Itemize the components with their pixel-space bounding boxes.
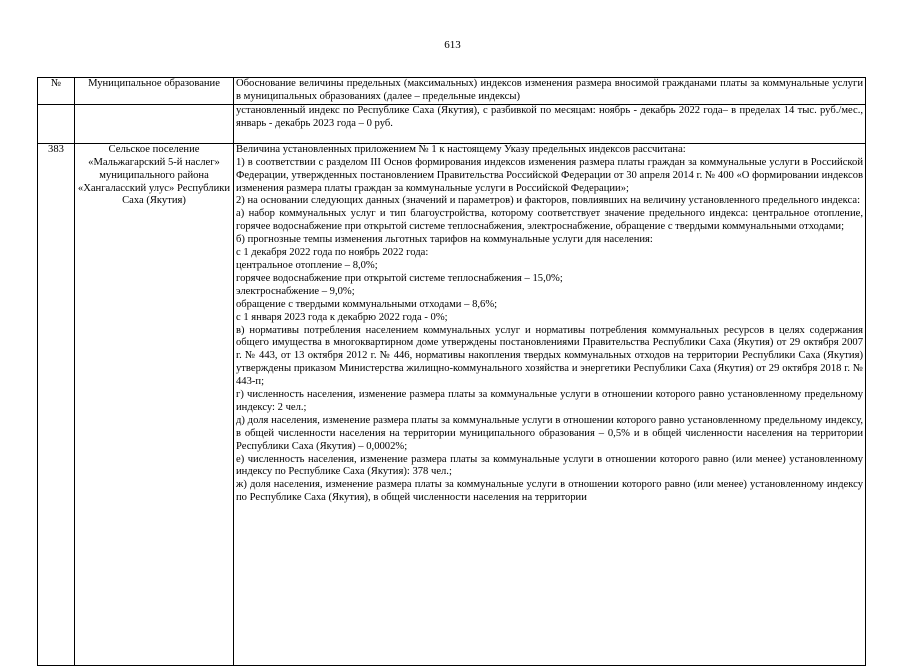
row-justification	[234, 143, 866, 665]
header-number: №	[38, 78, 75, 105]
justification-body	[236, 144, 863, 665]
paragraph: е) численность населения, изменение размера платы за коммунальные услуги в отношении которого равно (или менее) установленному индексу по Республике Саха (Якутия): 378 чел.;	[236, 453, 863, 478]
paragraph: 1) в соответствии с разделом III Основ формирования индексов изменения размера платы граждан за коммунальные услуги в Российской Федерации, утвержденных постановлением Правительства Российской Федерации от 30 апреля 2014 г. № 400 «О формировании индексов изменения размера платы граждан за коммунальные услуги в Российской Федерации»;	[236, 156, 863, 194]
paragraph: в) нормативы потребления населением коммунальных услуг и нормативы потребления коммунальных ресурсов в целях содержания общего имущества в многоквартирном доме утверждены постановлениями Правительства Республики Саха (Якутия) от 29 октября 2007 г. № 443, от 13 октября 2012 г. № 446, нормативы накопления твердых коммунальных отходов на территории Республики Саха (Якутия) утверждены приказом Министерства жилищно-коммунального хозяйства и энергетики Республики Саха (Якутия) от 29 октября 2018 г. № 443-п;	[236, 324, 863, 388]
paragraph: обращение с твердыми коммунальными отходами – 8,6%;	[236, 298, 498, 310]
paragraph: б) прогнозные темпы изменения льготных тарифов на коммунальные услуги для населения:	[236, 234, 653, 246]
paragraph: г) численность населения, изменение размера платы за коммунальные услуги в отношении которого равно установленному предельному индексу: 2 чел.;	[236, 389, 863, 413]
paragraph: 2) на основании следующих данных (значений и параметров) и факторов, повлиявших на величину установленного предельного индекса:	[236, 195, 861, 207]
paragraph: ж) доля населения, изменение размера платы за коммунальные услуги в отношении которого равно (или менее) установленному индексу по Республике Саха (Якутия), в общей численности населения на территории	[236, 479, 863, 504]
header-justification: Обоснование величины предельных (максимальных) индексов изменения размера вносимой гражданами платы за коммунальные услуги в муниципальных образованиях (далее – предельные индексы)	[234, 78, 866, 105]
paragraph: д) доля населения, изменение размера платы за коммунальные услуги в отношении которого равно установленному предельному индексу, в общей численности населения на территории муниципального образования – 0,5% и в общей численности населения на территории Республики Саха (Якутия) – 0,0002%;	[236, 414, 863, 452]
paragraph: центральное отопление – 8,0%;	[236, 259, 378, 271]
table-header-row	[38, 78, 866, 105]
continuation-text: установленный индекс по Республике Саха (Якутия), с разбивкой по месяцам: ноябрь - декабрь 2022 года– в пределах 14 тыс. руб./мес., январь - декабрь 2023 года – 0 руб.	[234, 104, 866, 143]
row-number: 383	[38, 143, 75, 665]
table-row-continuation	[38, 104, 866, 143]
cell-empty-number	[38, 104, 75, 143]
header-municipality: Муниципальное образование	[75, 78, 234, 105]
table-row-383	[38, 143, 866, 665]
paragraph: а) набор коммунальных услуг и тип благоустройства, которому соответствует значение предельного индекса: центральное отопление, горячее водоснабжение при открытой системе теплоснабжения, электроснабжение, обращение с твердыми коммунальными отходами;	[236, 208, 863, 233]
page-number: 613	[444, 39, 461, 51]
paragraph: горячее водоснабжение при открытой системе теплоснабжения – 15,0%;	[236, 272, 563, 284]
paragraph: электроснабжение – 9,0%;	[236, 285, 355, 297]
cell-empty-municipality	[75, 104, 234, 143]
justification-table	[37, 77, 866, 666]
row-municipality: Сельское поселение «Мальжагарский 5-й наслег» муниципального района «Хангаласский улус» Республики Саха (Якутия)	[75, 143, 234, 665]
paragraph: с 1 января 2023 года к декабрю 2022 года - 0%;	[236, 311, 448, 323]
paragraph: Величина установленных приложением № 1 к настоящему Указу предельных индексов рассчитана:	[236, 143, 686, 155]
paragraph: с 1 декабря 2022 года по ноябрь 2022 года:	[236, 247, 429, 259]
